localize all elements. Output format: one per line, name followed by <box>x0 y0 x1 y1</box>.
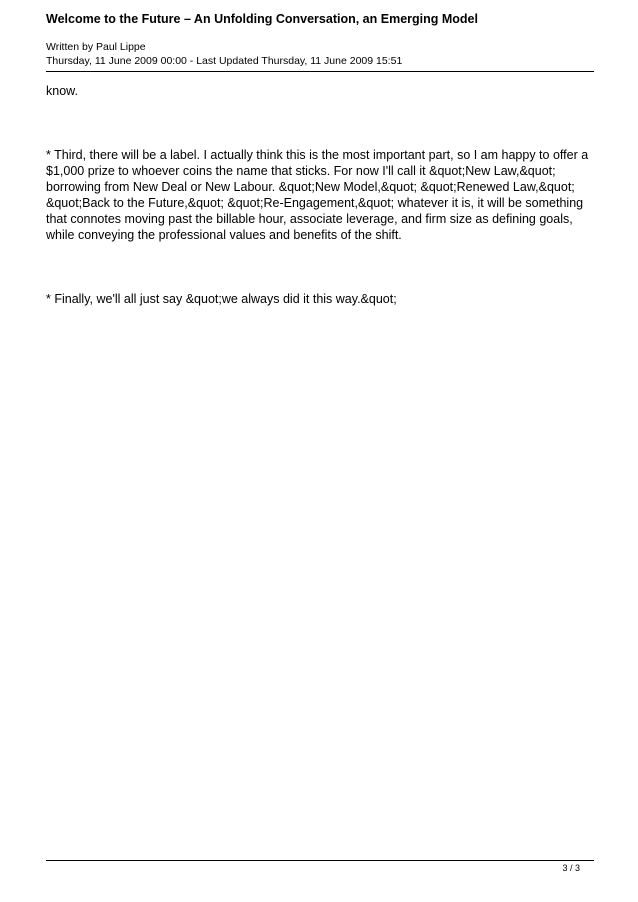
paragraph-continuation: know. <box>46 84 78 98</box>
page-number: 3 / 3 <box>562 863 580 873</box>
paragraph-final-point: * Finally, we'll all just say &quot;we always did it this way.&quot; <box>46 292 397 306</box>
paragraph-third-point: * Third, there will be a label. I actually think this is the most important part, so I am happy to offer a $1,000 prize to whoever coins the name that sticks. For now I'll call it &quot;New Law,&quot; borrowing from New Deal or New Labour. &quot;New Model,&quot; &quot;Renewed Law,&quot; &quot;Back to the Future,&quot; &quot;Re-Engagement,&quot; whatever it is, it will be something that connotes moving past the billable hour, associate leverage, and firm size as defining goals, while conveying the professional values and benefits of the shift. <box>46 148 589 242</box>
article-title: Welcome to the Future – An Unfolding Conversation, an Emerging Model <box>46 12 478 26</box>
footer-divider <box>46 860 594 861</box>
header-divider <box>46 71 594 72</box>
date-line: Thursday, 11 June 2009 00:00 - Last Updated Thursday, 11 June 2009 15:51 <box>46 55 403 67</box>
author-line: Written by Paul Lippe <box>46 41 146 53</box>
